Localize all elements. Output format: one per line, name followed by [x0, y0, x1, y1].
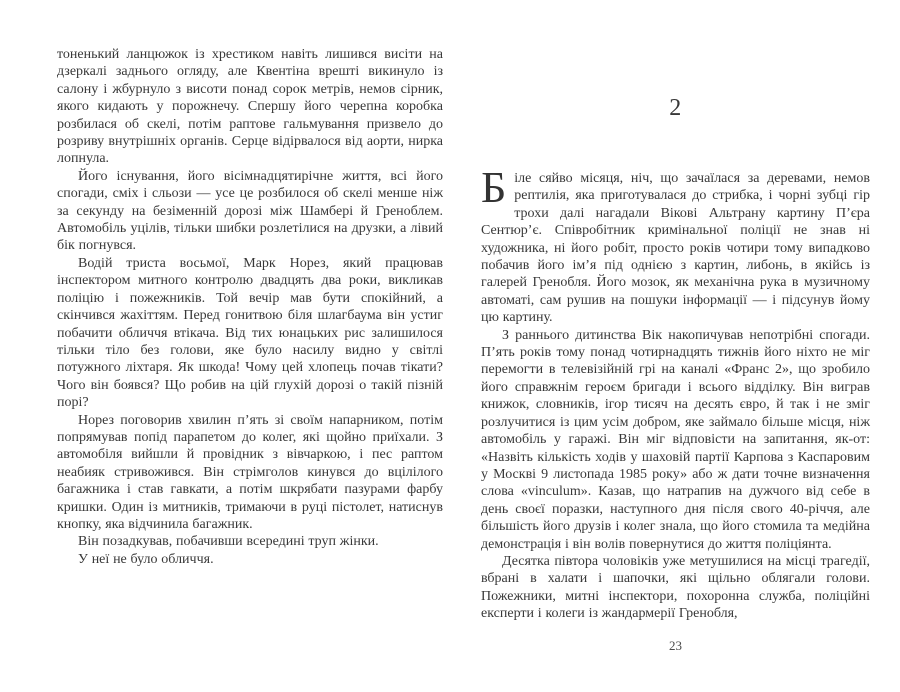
chapter-number: 2: [669, 95, 682, 121]
left-page: [57, 46, 443, 568]
paragraph: З раннього дитинства Вік накопичував непотрібні спогади. П’ять років тому понад чотирнадцять тижнів його ніхто не міг перемогти в телевізійній грі на каналі «Франс 2», що зробило його справжнім героєм бригади і всього відділку. Він виграв книжок, словників, ігор тисяч на десять євро, й так і не зміг розлучитися із цим усім добром, яке займало більше місця, ніж автомобіль у гаражі. Він міг відповісти на запитання, як-от: «Назвіть кількість ходів у шаховій партії Карпова з Каспаровим у Москві 9 листопада 1985 року» або ж дати точне визначення слова «vinculum». Казав, що натрапив на дужчого від себе в день своєї поразки, наступного дня після свого 40-річчя, але більшість його друзів і колег знала, що його стомила та медійна демонстрація і він волів повернутися до життя поліціянта.: [481, 327, 870, 552]
paragraph: Біле сяйво місяця, ніч, що зачаїлася за деревами, немов рептилія, яка приготувалася до стрибка, і чорні зубці гір трохи далі нагадали Вікові Альтрану картину П’єра Сентюр’є. Співробітник кримінальної поліції не знав ні художника, ні його робіт, просто років чотири тому випадково побачив його ім’я під однією з картин, либонь, в якійсь із галерей Гренобля. Його мозок, як механічна рука в музичному автоматі, сам рушив на пошуки інформації — і підсунув йому цю картину.: [481, 163, 870, 326]
paragraph: Норез поговорив хвилин п’ять зі своїм напарником, потім попрямував попід парапетом до колег, які щойно приїхали. З автомобіля вийшли й провідник з вівчаркою, і пес раптом неабияк стривожився. Він стрімголов кинувся до вцілілого багажника і став гавкати, а потім шкрябати пазурами фарбу кришки. Один із митників, тримаючи в руці пістолет, натиснув кнопку, яка відчинила багажник.: [57, 412, 443, 532]
paragraph: Він позадкував, побачивши всередині труп жінки.: [78, 534, 379, 550]
paragraph: У неї не було обличчя.: [78, 551, 214, 567]
right-page: [481, 46, 870, 623]
paragraph: Водій триста восьмої, Марк Норез, який працював інспектором митного контролю двадцять два роки, викликав поліцію і пожежників. Той вечір мав бути спокійний, а скінчився жахіттям. Перед гонитвою біля шлагбаума він устиг побачити обличчя втікача. Від тих юнацьких рис залишилося тільки тіло без голови, яке було насилу видно у світлі потужного ліхтаря. Як шкода! Чому цей хлопець почав тікати? Чого він боявся? Що робив на цій глухій дорозі о такій пізній порі?: [57, 255, 443, 411]
paragraph: Десятка півтора чоловіків уже метушилися на місці трагедії, вбрані в халати і шапочки, які щільно облягали голови. Пожежники, митні інспектори, похоронна служба, поліційні експерти і колеги із жандармерії Гренобля,: [481, 553, 870, 622]
paragraph: тоненький ланцюжок із хрестиком навіть лишився висіти на дзеркалі заднього огляду, але Квентіна врешті викинуло із салону і жбурнуло з висоти понад сорок метрів, немов сірник, якого кидають у порожнечу. Спершу його черепна коробка розбилася об скелі, потім раптове гальмування призвело до розриву внутрішніх органів. Серце відірвалося від аорти, нирка лопнула.: [57, 47, 443, 167]
right-page-text: [481, 163, 870, 623]
paragraph: Його існування, його вісімнадцятирічне життя, всі його спогади, сміх і сльози — усе це розбилося об скелі менше ніж за секунду на безіменній дорозі між Шамбері й Греноблем. Автомобіль уцілів, тільки шибки розлетілися на друзки, а лівий бік погнувся.: [57, 168, 443, 254]
page-number: 23: [669, 638, 682, 653]
left-page-text: [57, 46, 443, 568]
drop-cap: Б: [481, 163, 507, 212]
